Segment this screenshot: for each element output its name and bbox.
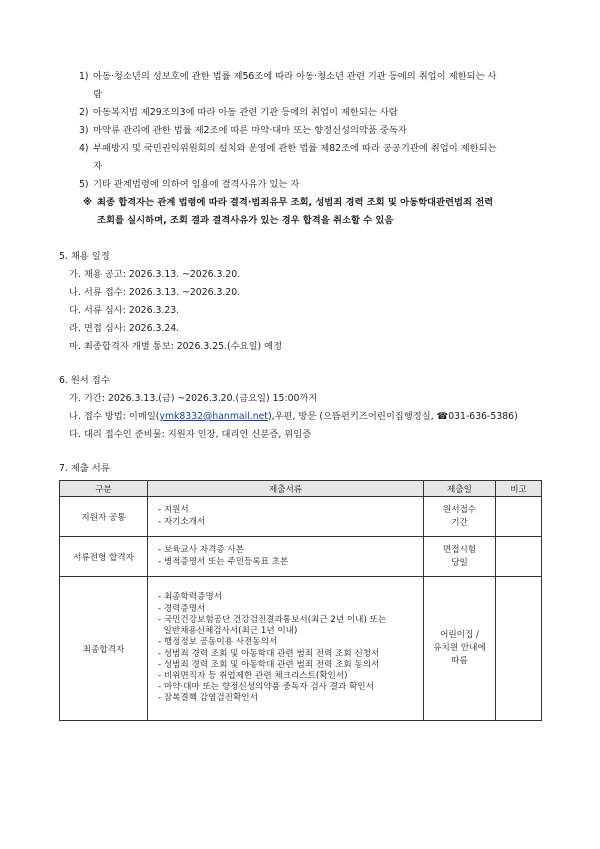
application-method xyxy=(69,410,518,423)
document-item: - 성범죄 경력 조회 및 아동학대 관련 범죄 전력 조회 신청서 xyxy=(158,648,380,659)
column-header: 제출서류 xyxy=(148,481,424,497)
application-proxy: 다. 대리 접수인 준비물: 지원자 인장, 대리인 신분증, 위임증 xyxy=(69,429,312,440)
item-text: 기타 관계법령에 의하여 임용에 결격사유가 있는 자 xyxy=(93,179,300,190)
document-item: - 최종학력증명서 xyxy=(158,592,222,603)
disqualification-item-4-cont: 자 xyxy=(93,161,102,172)
item-text: 마약류 관리에 관한 법률 제2조에 따른 마약·대마 또는 향정신성의약품 중독자 xyxy=(93,125,407,136)
item-number: 5) xyxy=(79,179,89,190)
row-remark xyxy=(496,577,542,721)
column-header: 비고 xyxy=(496,481,542,497)
submit-date-line: 원서접수 xyxy=(442,504,477,515)
document-item: - 경력증명서 xyxy=(158,603,206,614)
disqualification-item-1 xyxy=(79,70,497,83)
row-items xyxy=(148,577,424,721)
table-row xyxy=(60,577,542,721)
schedule-item: 다. 서류 심사: 2026.3.23. xyxy=(69,305,180,316)
submit-date-line: 유치원 안내에 xyxy=(433,643,486,653)
document-item: 일반채용신체검사서(최근 1년 이내) xyxy=(158,626,298,637)
row-items xyxy=(148,537,424,577)
schedule-item: 마. 최종합격자 개별 통보: 2026.3.25.(수요일) 예정 xyxy=(69,341,283,352)
document-item: - 성범죄 경력 조회 및 아동학대 관련 범죄 전력 조회 동의서 xyxy=(158,659,380,670)
documents-heading: 7. 제출 서류 xyxy=(59,463,110,474)
documents-table xyxy=(59,480,542,721)
row-remark xyxy=(496,497,542,537)
item-text: 아동·청소년의 성보호에 관한 법률 제56조에 따라 아동·청소년 관련 기관 등에의 취업이 제한되는 사 xyxy=(93,71,497,82)
item-text: 부패방지 및 국민권익위원회의 설치와 운영에 관한 법률 제82조에 따라 공공기관에 취업이 제한되는 xyxy=(93,143,497,154)
table-header-row xyxy=(60,481,542,497)
document-item: - 보육교사 자격증 사본 xyxy=(158,545,245,556)
table-row xyxy=(60,537,542,577)
row-remark xyxy=(496,537,542,577)
document-item: - 병적증명서 또는 주민등록표 초본 xyxy=(158,556,289,567)
submit-date-line: 당일 xyxy=(451,557,468,568)
submit-date-line: 따름 xyxy=(451,656,468,666)
notice-line-2: 조회를 실시하며, 조회 결과 결격사유가 있는 경우 합격을 취소할 수 있음 xyxy=(97,215,394,226)
row-submit-date xyxy=(424,537,496,577)
application-period: 가. 기간: 2026.3.13.(금) ~2026.3.20.(금요일) 15:00까지 xyxy=(69,393,318,404)
disqualification-item-1-cont: 람 xyxy=(93,89,102,100)
row-category: 서류전형 합격자 xyxy=(60,537,148,577)
schedule-item: 나. 서류 접수: 2026.3.13. ~2026.3.20. xyxy=(69,287,241,298)
schedule-item: 라. 면접 심사: 2026.3.24. xyxy=(69,323,180,334)
method-suffix: ),우편, 방문 (으뜸펀키즈어린이집행정실, ☎031-636-5386) xyxy=(267,411,518,422)
notice-line-1 xyxy=(83,196,494,209)
schedule-item: 가. 채용 공고: 2026.3.13. ~2026.3.20. xyxy=(69,269,241,280)
item-number: 3) xyxy=(79,125,89,136)
item-number: 2) xyxy=(79,107,89,118)
item-number: 1) xyxy=(79,71,89,82)
submit-date-line: 어린이집 / xyxy=(440,630,479,640)
notice-text: 최종 합격자는 관계 법령에 따라 결격·범죄유무 조회, 성범죄 경력 조회 및 아동학대관련범죄 전력 xyxy=(97,197,494,208)
row-submit-date xyxy=(424,497,496,537)
document-item: - 자기소개서 xyxy=(158,516,206,527)
method-prefix: 나. 접수 방법: 이메일( xyxy=(69,411,160,422)
document-item: - 비위면직자 등 취업제한 관련 체크리스트(확인서) xyxy=(158,670,348,681)
item-number: 4) xyxy=(79,143,89,154)
document-item: - 국민건강보험공단 건강검진결과통보서(최근 2년 이내) 또는 xyxy=(158,614,387,625)
email-link[interactable]: ymk8332@hanmail.net xyxy=(159,411,268,422)
row-items xyxy=(148,497,424,537)
row-submit-date xyxy=(424,577,496,721)
row-category: 지원자 공통 xyxy=(60,497,148,537)
application-heading: 6. 원서 접수 xyxy=(59,375,110,386)
submit-date-line: 기간 xyxy=(451,517,468,528)
document-item: - 잠복결핵 감염검진확인서 xyxy=(158,693,258,704)
disqualification-item-3 xyxy=(79,124,407,137)
column-header: 구분 xyxy=(60,481,148,497)
document-item: - 지원서 xyxy=(158,505,189,516)
item-text: 아동복지법 제29조의3에 따라 아동 관련 기관 등에의 취업이 제한되는 사람 xyxy=(93,107,398,118)
disqualification-item-5 xyxy=(79,178,300,191)
submit-date-line: 면접시험 xyxy=(442,544,477,555)
disqualification-item-4 xyxy=(79,142,497,155)
column-header: 제출일 xyxy=(424,481,496,497)
schedule-heading: 5. 채용 일정 xyxy=(59,251,110,262)
row-category: 최종합격자 xyxy=(60,577,148,721)
notice-mark: ※ xyxy=(83,197,93,208)
document-item: - 행정정보 공동이용 사전동의서 xyxy=(158,637,278,648)
table-row xyxy=(60,497,542,537)
document-item: - 마약·대마 또는 향정신성의약품 중독자 검사 결과 확인서 xyxy=(158,682,374,693)
disqualification-item-2 xyxy=(79,106,398,119)
